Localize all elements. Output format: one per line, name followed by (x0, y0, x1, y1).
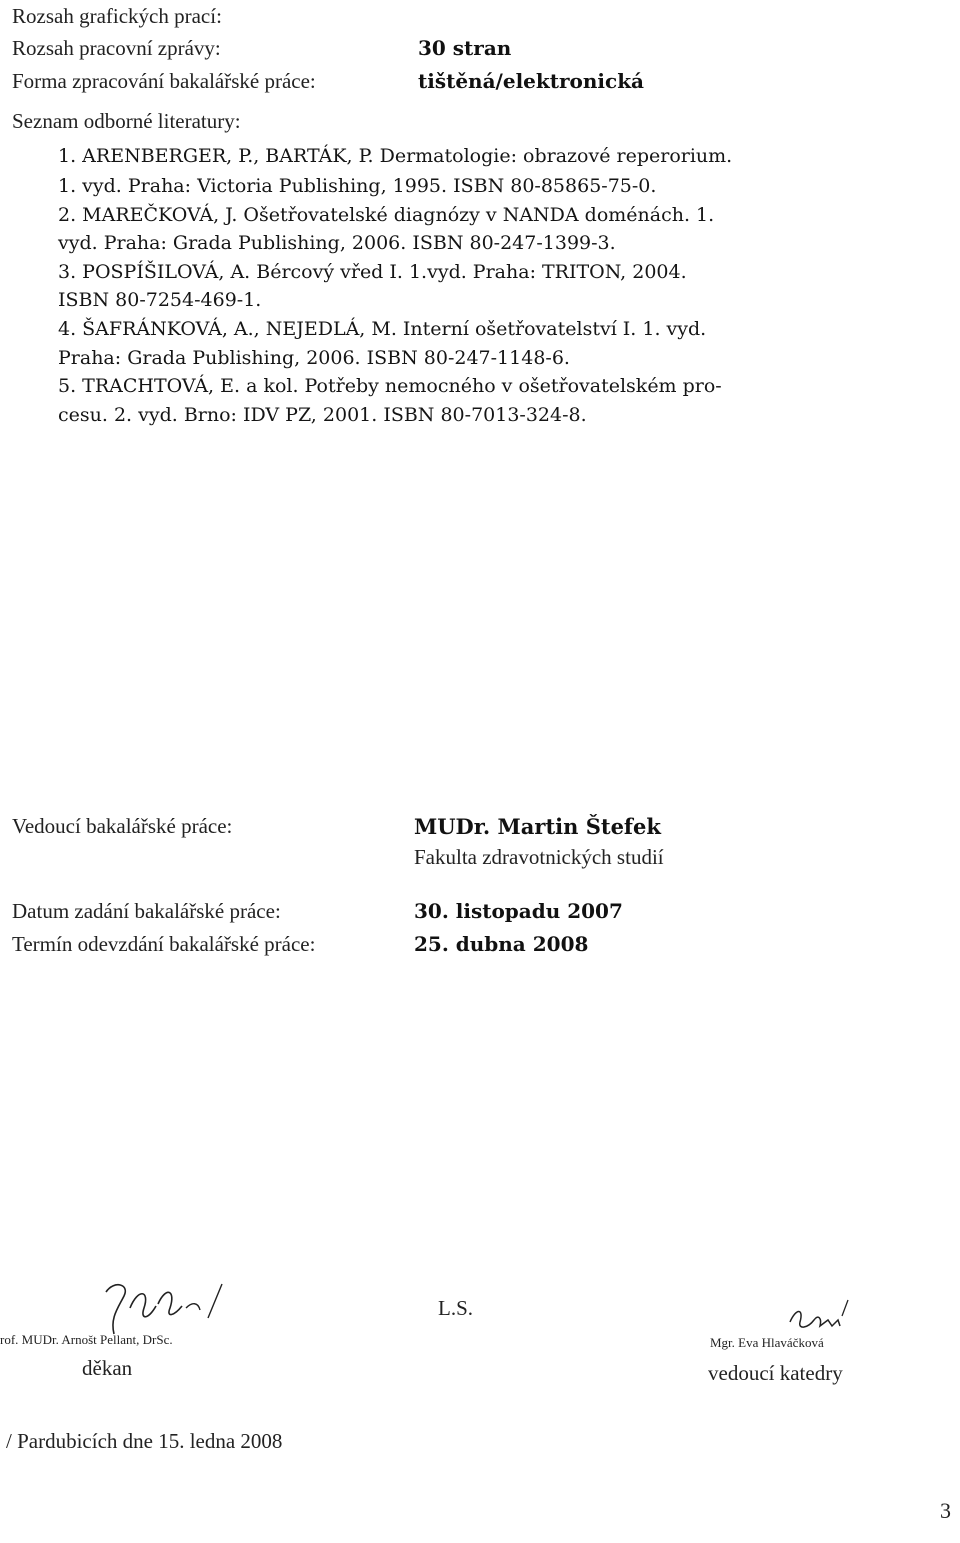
deadline-value: 25. dubna 2008 (414, 932, 589, 956)
dean-role: děkan (82, 1356, 133, 1380)
assigned-value: 30. listopadu 2007 (414, 899, 623, 923)
report-value: 30 stran (418, 36, 512, 60)
form-value: tištěná/elektronická (418, 69, 645, 93)
supervisor-faculty: Fakulta zdravotnických studií (414, 845, 664, 869)
reference-line: 5. TRACHTOVÁ, E. a kol. Potřeby nemocného v ošetřovatelském pro- (58, 375, 722, 397)
supervisor-name: MUDr. Martin Štefek (414, 814, 661, 839)
literature-label: Seznam odborné literatury: (12, 109, 241, 133)
reference-line: Praha: Grada Publishing, 2006. ISBN 80-247-1148-6. (58, 347, 570, 369)
seal-mark: L.S. (438, 1296, 474, 1320)
dean-name: rof. MUDr. Arnošt Pellant, DrSc. (0, 1332, 173, 1347)
reference-line: cesu. 2. vyd. Brno: IDV PZ, 2001. ISBN 80-7013-324-8. (58, 404, 587, 426)
graphics-label: Rozsah grafických prací: (12, 4, 222, 28)
reference-line: 3. POSPÍŠILOVÁ, A. Bércový vřed I. 1.vyd. Praha: TRITON, 2004. (58, 261, 687, 283)
reference-line: 2. MAREČKOVÁ, J. Ošetřovatelské diagnózy v NANDA doménách. 1. (58, 204, 715, 226)
head-signature (782, 1296, 862, 1340)
reference-line: 4. ŠAFRÁNKOVÁ, A., NEJEDLÁ, M. Interní ošetřovatelství I. 1. vyd. (58, 318, 707, 340)
head-name: Mgr. Eva Hlaváčková (710, 1335, 824, 1350)
report-label: Rozsah pracovní zprávy: (12, 36, 221, 60)
deadline-label: Termín odevzdání bakalářské práce: (12, 932, 316, 956)
dean-signature (100, 1278, 230, 1340)
reference-line: ISBN 80-7254-469-1. (58, 289, 262, 311)
supervisor-label: Vedoucí bakalářské práce: (12, 814, 233, 838)
reference-line: 1. vyd. Praha: Victoria Publishing, 1995. ISBN 80-85865-75-0. (58, 175, 657, 197)
reference-line: 1. ARENBERGER, P., BARTÁK, P. Dermatologie: obrazové reperorium. (58, 145, 733, 167)
form-label: Forma zpracování bakalářské práce: (12, 69, 316, 93)
head-role: vedoucí katedry (708, 1361, 843, 1385)
page-number: 3 (940, 1498, 951, 1523)
reference-line: vyd. Praha: Grada Publishing, 2006. ISBN 80-247-1399-3. (58, 232, 616, 254)
assigned-label: Datum zadání bakalářské práce: (12, 899, 281, 923)
place-date: / Pardubicích dne 15. ledna 2008 (6, 1429, 283, 1453)
